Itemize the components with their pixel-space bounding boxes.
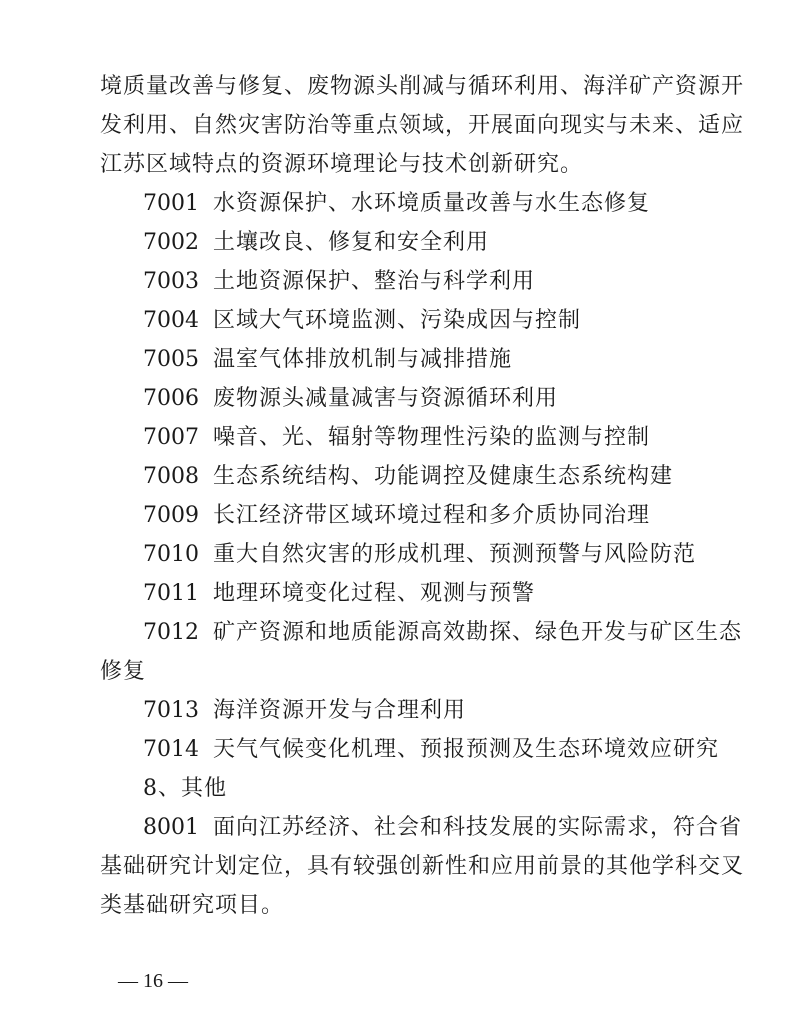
item-code: 7011 [143, 581, 199, 606]
item-text: 区域大气环境监测、污染成因与控制 [213, 308, 582, 333]
list-item [143, 423, 650, 453]
item-code: 7001 [143, 191, 199, 216]
item-code: 7010 [143, 542, 199, 567]
item-text: 水资源保护、水环境质量改善与水生态修复 [213, 191, 651, 216]
section-item-continuation: 类基础研究项目。 [100, 893, 285, 918]
list-item [143, 540, 696, 570]
list-item [143, 735, 719, 765]
item-code: 7009 [143, 503, 199, 528]
item-text: 温室气体排放机制与减排措施 [213, 347, 513, 372]
item-code: 7005 [143, 347, 199, 372]
item-code: 7004 [143, 308, 199, 333]
list-item [143, 228, 489, 258]
item-code: 8001 [143, 815, 199, 840]
list-item [143, 618, 742, 648]
item-code: 7014 [143, 737, 199, 762]
section-item-continuation: 基础研究计划定位，具有较强创新性和应用前景的其他学科交叉 [100, 854, 745, 879]
item-text: 废物源头减量减害与资源循环利用 [213, 386, 559, 411]
list-item [143, 267, 535, 297]
item-text: 矿产资源和地质能源高效勘探、绿色开发与矿区生态 [213, 620, 743, 645]
item-code: 7007 [143, 425, 199, 450]
item-text: 重大自然灾害的形成机理、预测预警与风险防范 [213, 542, 697, 567]
item-code: 7012 [143, 620, 199, 645]
section-heading: 8、其他 [143, 776, 227, 801]
list-item [143, 501, 650, 531]
item-text: 面向江苏经济、社会和科技发展的实际需求，符合省 [213, 815, 743, 840]
list-item [143, 579, 535, 609]
intro-line: 发利用、自然灾害防治等重点领域，开展面向现实与未来、适应 [100, 113, 745, 138]
item-text: 长江经济带区域环境过程和多介质协同治理 [213, 503, 651, 528]
item-text: 海洋资源开发与合理利用 [213, 698, 467, 723]
list-item [143, 345, 512, 375]
item-text: 土地资源保护、整治与科学利用 [213, 269, 536, 294]
list-item [143, 462, 673, 492]
item-code: 7006 [143, 386, 199, 411]
item-code: 7008 [143, 464, 199, 489]
intro-line: 江苏区域特点的资源环境理论与技术创新研究。 [100, 152, 584, 177]
list-item [143, 306, 581, 336]
page-number: — 16 — [118, 970, 188, 992]
list-item-continuation: 修复 [100, 659, 147, 684]
item-text: 土壤改良、修复和安全利用 [213, 230, 490, 255]
item-text: 噪音、光、辐射等物理性污染的监测与控制 [213, 425, 651, 450]
item-code: 7003 [143, 269, 199, 294]
list-item [143, 384, 558, 414]
list-item [143, 189, 650, 219]
list-item [143, 696, 466, 726]
item-code: 7013 [143, 698, 199, 723]
item-text: 生态系统结构、功能调控及健康生态系统构建 [213, 464, 674, 489]
section-item [143, 813, 742, 843]
intro-line: 境质量改善与修复、废物源头削减与循环利用、海洋矿产资源开 [100, 74, 745, 99]
item-text: 天气气候变化机理、预报预测及生态环境效应研究 [213, 737, 720, 762]
item-code: 7002 [143, 230, 199, 255]
item-text: 地理环境变化过程、观测与预警 [213, 581, 536, 606]
